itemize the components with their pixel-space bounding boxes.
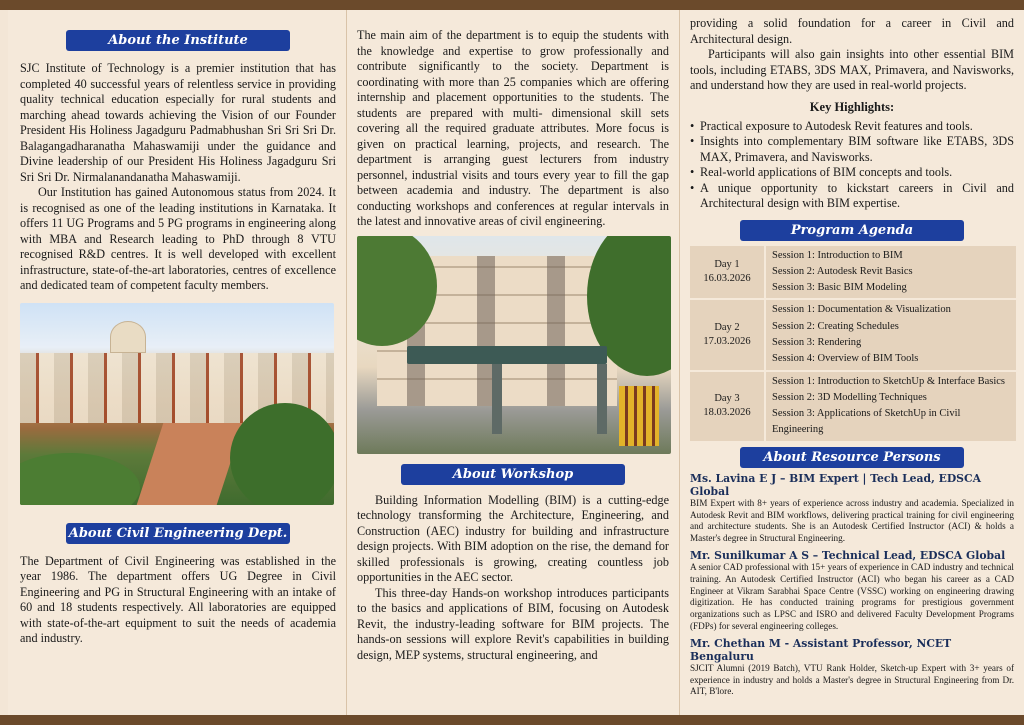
program-agenda-heading: Program Agenda <box>740 220 964 241</box>
highlight-item: • A unique opportunity to kickstart careers in Civil and Architectural design with BIM expertise. <box>690 180 1014 210</box>
campus-shrubs <box>20 453 140 505</box>
column-left <box>8 10 346 715</box>
workshop-paragraph-3: Participants will also gain insights into other essential BIM tools, including ETABS, 3DS MAX, Primavera, and Navisworks, and understand how they are used in real-world projects. <box>690 47 1014 92</box>
resource-person-bio: BIM Expert with 8+ years of experience across industry and academia. Specialized in Autodesk Revit and BIM workflows, delivering practical training for civil engineering and architecture students. She is an Autodesk Certified Instructor (ACI) & holds a Master's degree in Structural Engineering. <box>690 497 1014 544</box>
civil-paragraph-2: The main aim of the department is to equip the students with the knowledge and expertise to grow professionally and contribute significantly to the society. Department is coordinating with more than 25 companies which are offering internship and placement opportunities to the students. The students are prepared with multi- dimensional skill sets covering all the required graduate attributes. More focus is given on practical learning, projects, and research. The department is arranging guest lecturers from industry personnel, industrial visits and tours every year to fill the gap between academia and industry. The department is also conducting workshops and conferences at regular intervals in the latest and innovative areas of civil engineering. <box>357 28 669 228</box>
department-building-photo <box>357 236 671 454</box>
about-workshop-heading: About Workshop <box>401 464 625 485</box>
highlight-item: • Insights into complementary BIM software like ETABS, 3DS MAX, Primavera, and Navisworks. <box>690 134 1014 164</box>
campus-photo <box>20 303 334 505</box>
resource-person-bio: A senior CAD professional with 15+ years of experience in CAD industry and technical training. An Autodesk Certified Instructor (ACI) who began his career as a CAD Engineer at Vikram Sarabhai Space Centre (VSSC) working on engineering drawing digitization. He has conducted training programs for prestigious government organizations such as LPSC and ISRO and delivered Faculty Development Programs (FDPs) for several engineering colleges. <box>690 561 1014 631</box>
agenda-table <box>690 244 1016 443</box>
campus-tree <box>230 403 334 505</box>
dept-pillar-right <box>597 364 607 434</box>
column-right <box>680 10 1024 715</box>
institute-paragraph-2: Our Institution has gained Autonomous status from 2024. It is recognised as one of the leading institutions in Karnataka. It offers 11 UG Programs and 5 PG programs in engineering along with MBA and Research leading to PhD through 8 VTU recognised R&D centres. It is well developed with excellent infrastructure, state-of-the-art laboratories, centres of excellence and dedicated team of competent faculty members. <box>20 185 336 292</box>
civil-paragraph-1: The Department of Civil Engineering was established in the year 1986. The department offers UG Degree in Civil Engineering and PG in Structural Engineering with an intake of 60 and 18 students respectively. All laboratories are equipped with state-of-the-art equipment to suit the needs of academia and industry. <box>20 553 336 645</box>
top-border <box>0 0 1024 10</box>
agenda-row-day2 <box>690 300 1016 369</box>
key-highlights-title: Key Highlights: <box>809 99 895 114</box>
agenda-row-day1 <box>690 246 1016 299</box>
agenda-sessions-cell: Session 1: Introduction to SketchUp & Interface Basics Session 2: 3D Modelling Techniques Session 3: Applications of SketchUp in Civil Engineering <box>766 372 1016 441</box>
resource-person-name: Mr. Sunilkumar A S – Technical Lead, EDSCA Global <box>690 548 1006 562</box>
agenda-day-cell: Day 3 18.03.2026 <box>690 372 766 441</box>
resource-person-name: Mr. Chethan M - Assistant Professor, NCET Bengaluru <box>690 636 952 663</box>
about-civil-heading: About Civil Engineering Dept. <box>66 523 290 544</box>
column-middle <box>346 10 680 715</box>
dept-yellow-panels <box>619 386 659 446</box>
resource-persons-heading: About Resource Persons <box>740 447 964 468</box>
workshop-paragraph-1: Building Information Modelling (BIM) is a cutting-edge technology transforming the Architecture, Engineering, and Construction (AEC) industry for building and infrastructure design projects. With BIM adoption on the rise, the demand for skilled professionals is growing, creating countless job opportunities in the AEC sector. <box>357 492 669 584</box>
agenda-sessions-cell: Session 1: Introduction to BIM Session 2: Autodesk Revit Basics Session 3: Basic BIM Modeling <box>766 246 1016 299</box>
resource-person-bio: SJCIT Alumni (2019 Batch), VTU Rank Holder, Sketch-up Expert with 3+ years of experience in industry and holds a Master's degree in Structural Engineering from Dr. AIT, B'lore. <box>690 662 1014 697</box>
campus-walkway <box>137 423 244 505</box>
about-institute-heading: About the Institute <box>66 30 290 51</box>
highlight-item: • Practical exposure to Autodesk Revit features and tools. <box>690 118 973 133</box>
campus-dome <box>110 321 146 353</box>
key-highlights-list <box>690 119 1014 212</box>
bottom-border <box>0 715 1024 725</box>
resource-person-name: Ms. Lavina E J – BIM Expert | Tech Lead, EDSCA Global <box>690 471 981 498</box>
workshop-paragraph-2: This three-day Hands-on workshop introduces participants to the basics and applications of BIM, focusing on Autodesk Revit, the industry-leading software for BIM projects. The hands-on sessions will explore Revit's capabilities in building design, MEP systems, structural engineering, and <box>357 585 669 662</box>
agenda-sessions-cell: Session 1: Documentation & Visualization Session 2: Creating Schedules Session 3: Rendering Session 4: Overview of BIM Tools <box>766 300 1016 369</box>
dept-pillar-left <box>492 364 502 434</box>
institute-paragraph-1: SJC Institute of Technology is a premier institution that has completed 40 successful years of relentless service in providing quality technical education especially for rural students and marching ahead towards achieving the Vision of our Founder President His Holiness Jagadguru Padmabhushan Sri Sri Sri Dr. Balagangadharanatha Mahaswamiji under the guidance and Divine leadership of our President His Holiness Jagadguru Sri Sri Sri Dr. Nirmalanandanatha Mahaswamiji. <box>20 61 336 184</box>
dept-entrance-canopy <box>407 346 607 364</box>
agenda-day-cell: Day 1 16.03.2026 <box>690 246 766 299</box>
agenda-row-day3 <box>690 372 1016 441</box>
highlight-item: • Real-world applications of BIM concepts and tools. <box>690 165 953 179</box>
workshop-paragraph-2-cont: providing a solid foundation for a career in Civil and Architectural design. <box>690 16 1014 46</box>
agenda-day-cell: Day 2 17.03.2026 <box>690 300 766 369</box>
